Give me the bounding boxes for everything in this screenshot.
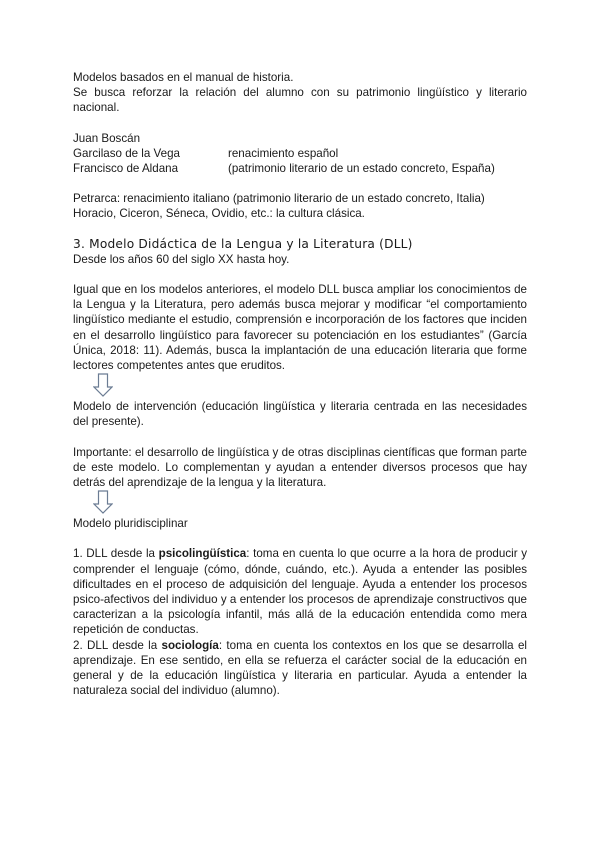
page-content	[73, 70, 527, 699]
spacer	[73, 531, 527, 546]
text-paragraph: Modelo de intervención (educación lingüística y literaria centrada en las necesidades del presente).	[73, 400, 527, 429]
item-term: psicolingüística	[158, 547, 247, 561]
text-paragraph: Importante: el desarrollo de lingüística y de otras disciplinas científicas que forman parte de este modelo. Lo complementan y ayudan a entender diversos procesos que hay detrás del aprendizaje de la lengua y la literatura.	[73, 445, 527, 490]
text-line: Modelos basados en el manual de historia.	[73, 71, 294, 84]
author-line: Juan Boscán	[73, 131, 141, 145]
text-line: Petrarca: renacimiento italiano (patrimonio literario de un estado concreto, Italia)	[73, 192, 485, 206]
author-row	[73, 146, 527, 161]
text-paragraph: Se busca reforzar la relación del alumno con su patrimonio lingüístico y literario nacional.	[73, 86, 527, 115]
item-prefix: 2. DLL desde la	[73, 638, 162, 652]
text-line: Modelo pluridisciplinar	[73, 517, 188, 531]
down-arrow-icon	[93, 490, 527, 516]
list-item	[73, 546, 527, 637]
item-term: sociología	[161, 638, 219, 652]
spacer	[73, 222, 527, 237]
text-paragraph: Igual que en los modelos anteriores, el modelo DLL busca ampliar los conocimientos de la Lengua y la Literatura, pero además busca mejorar y modificar “el comportamiento lingüístico mediante el estudio, comprensión e incorporación de los factores que inciden en el desarrollo lingüístico para favorecer su potenciación en los estudiantes” (García Única, 2018: 11). Además, busca la implantación de una educación literaria que forme lectores competentes antes que eruditos.	[73, 283, 527, 373]
list-item	[73, 638, 527, 699]
author-row	[73, 161, 527, 176]
section-subtitle: Desde los años 60 del siglo XX hasta hoy.	[73, 252, 290, 266]
author-note: renacimiento español	[228, 146, 339, 160]
spacer	[73, 176, 527, 191]
spacer	[73, 267, 527, 282]
item-prefix: 1. DLL desde la	[73, 547, 159, 561]
author-name: Francisco de Aldana	[73, 162, 179, 176]
spacer	[73, 430, 527, 445]
spacer	[73, 116, 527, 131]
author-name: Garcilaso de la Vega	[73, 146, 180, 160]
section-heading: 3. Modelo Didáctica de la Lengua y la Literatura (DLL)	[73, 236, 413, 251]
item-text: : toma en cuenta lo que ocurre a la hora de producir y comprender el lenguaje (cómo, dónde, cuándo, etc.). Ayuda a entender las posibles dificultades en el proceso de adquisición del lenguaje. Ayuda a entender los procesos psico-afectivos del individuo y a entender los procesos de aprendizaje constructivos que caracterizan a la psicología infantil, más allá de la educación entendida como mera repetición de conductas.	[73, 547, 527, 637]
down-arrow-icon	[93, 373, 527, 399]
author-note: (patrimonio literario de un estado concreto, España)	[228, 162, 495, 176]
item-text: : toma en cuenta los contextos en los que se desarrolla el aprendizaje. En ese sentido, en ella se refuerza el carácter social de la educación en general y de la educación lingüística y literaria en particular. Ayuda a entender la naturaleza social del individuo (alumno).	[73, 638, 527, 698]
text-line: Horacio, Ciceron, Séneca, Ovidio, etc.: la cultura clásica.	[73, 207, 365, 221]
